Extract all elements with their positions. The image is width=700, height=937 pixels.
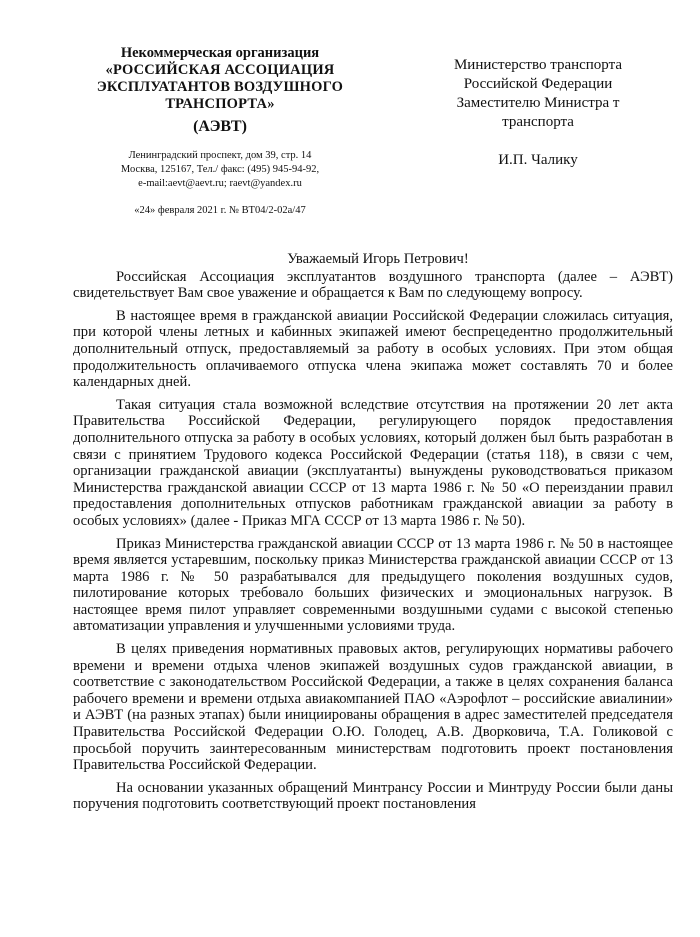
recipient-block xyxy=(418,56,658,170)
letter-reference: «24» февраля 2021 г. № ВТ04/2-02а/47 xyxy=(134,205,306,216)
recipient-line: транспорта xyxy=(502,114,574,130)
org-name-line: «РОССИЙСКАЯ АССОЦИАЦИЯ xyxy=(105,62,335,78)
recipient-line: Заместителю Министра т xyxy=(456,95,620,111)
address-line: Москва, 125167, Тел./ факс: (495) 945-94-92, xyxy=(120,164,320,175)
paragraph: Такая ситуация стала возможной вследствие отсутствия на протяжении 20 лет акта Правительства Российской Федерации, регулирующего порядок предоставления дополнительного отпуска за работу в особых условиях, который должен был быть разработан в связи с принятием Трудового кодекса Российской Федерации (статья 118), в связи с чем, организации гражданской авиации (эксплуатанты) вынуждены руководствоваться приказом Министерства гражданской авиации СССР от 13 марта 1986 г. № 50 «О переиздании правил предоставления дополнительных отпусков работникам гражданской авиации за работу в особых условиях» (далее - Приказ МГА СССР от 13 марта 1986 г. № 50). xyxy=(73,396,673,529)
paragraph: В целях приведения нормативных правовых актов, регулирующих нормативы рабочего времени и времени отдыха членов экипажей воздушных судов гражданской авиации, в соответствие с законодательством Российской Федерации, а также в целях сохранения баланса рабочего времени и времени отдыха авиакомпанией ПАО «Аэрофлот – российские авиалинии» и АЭВТ (на разных этапах) были инициированы обращения в адрес заместителей председателя Правительства Российской Федерации О.Ю. Голодец, А.В. Дворковича, Т.А. Голиковой с просьбой поручить заинтересованным министерствам подготовить проект постановления Правительства Российской Федерации. xyxy=(73,641,673,774)
letter-body xyxy=(73,251,673,813)
org-prefix: Некоммерческая организация xyxy=(120,45,320,61)
recipient-line: Министерство транспорта xyxy=(453,57,623,73)
paragraph: На основании указанных обращений Минтрансу России и Минтруду России были даны поручения подготовить соответствующий проект постановления xyxy=(73,779,673,813)
address-line: Ленинградский проспект, дом 39, стр. 14 xyxy=(128,150,312,161)
recipient-line: Российской Федерации xyxy=(463,76,613,92)
sender-address xyxy=(70,149,370,191)
org-name-line: ЭКСПЛУАТАНТОВ ВОЗДУШНОГО xyxy=(96,79,344,95)
address-line: e-mail:aevt@aevt.ru; raevt@yandex.ru xyxy=(138,178,302,189)
salutation: Уважаемый Игорь Петрович! xyxy=(287,251,469,267)
paragraph: Приказ Министерства гражданской авиации СССР от 13 марта 1986 г. № 50 в настоящее время является устаревшим, поскольку приказ Министерства гражданской авиации СССР от 13 марта 1986 г. № 50 разрабатывался для предыдущего поколения воздушных судов, пилотирование которых требовало больших физических и эмоциональных нагрузок. В настоящее время пилот управляет современными воздушными судами с высокой степенью автоматизации управления и улучшенными условиями труда. xyxy=(73,535,673,635)
org-name-line: ТРАНСПОРТА» xyxy=(165,96,275,112)
addressee-name: И.П. Чалику xyxy=(498,152,578,168)
paragraph: Российская Ассоциация эксплуатантов воздушного транспорта (далее – АЭВТ) свидетельствует Вам свое уважение и обращается к Вам по следующему вопросу. xyxy=(73,268,673,302)
paragraph: В настоящее время в гражданской авиации Российской Федерации сложилась ситуация, при которой члены летных и кабинных экипажей имеют беспрецедентно продолжительный дополнительный отпуск, предоставляемый за работу в особых условиях. При этом общая продолжительность оплачиваемого отпуска члена экипажа может составлять 70 и более календарных дней. xyxy=(73,307,673,391)
org-abbreviation: (АЭВТ) xyxy=(193,118,247,135)
sender-letterhead xyxy=(70,44,370,216)
